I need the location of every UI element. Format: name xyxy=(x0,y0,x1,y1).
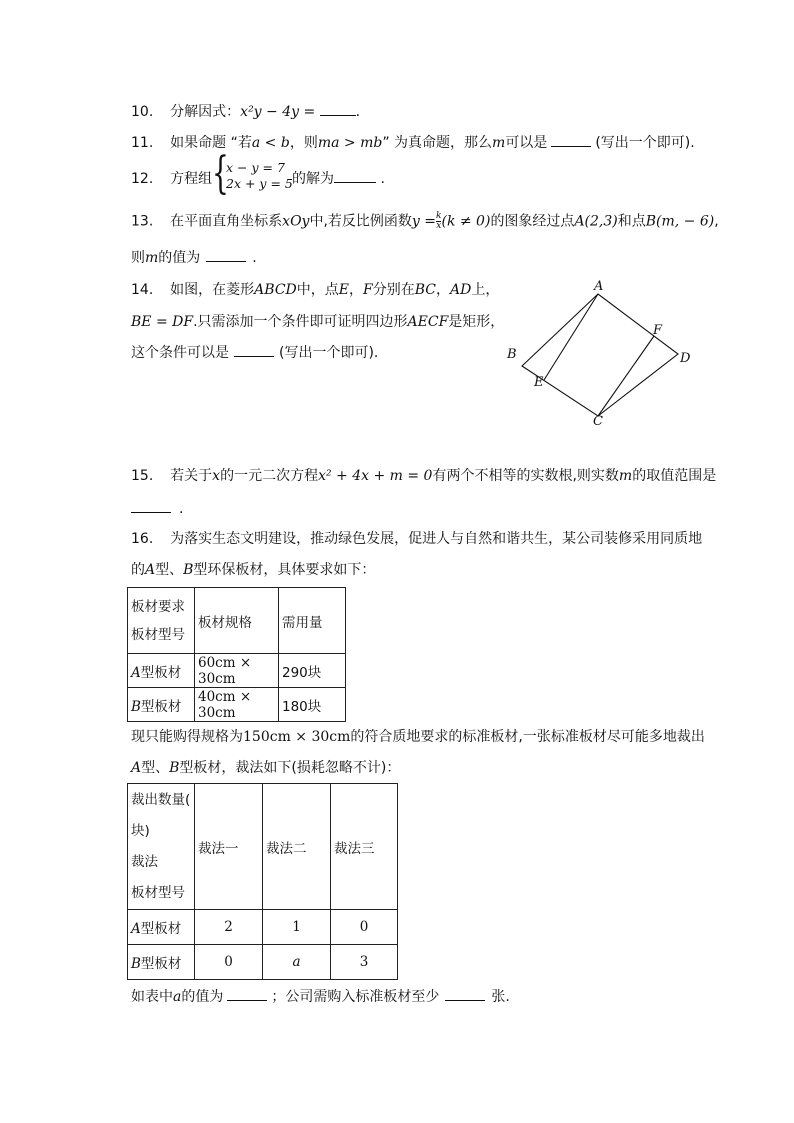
question-13-line-2 xyxy=(131,249,257,267)
question-16-line-3 xyxy=(131,728,705,746)
q13-math-6: m xyxy=(145,250,159,266)
q16-text: 的符合质地要求的标准板材,一张标准板材尽可能多地裁出 xyxy=(350,729,705,745)
q16-text: 的值为 xyxy=(181,989,224,1005)
label-c: C xyxy=(593,414,603,429)
equations xyxy=(226,160,293,192)
header-requirement: 板材要求 xyxy=(131,598,185,615)
table-row xyxy=(128,688,346,722)
q16-text-line-1: 为落实生态文明建设，推动绿色发展，促进人与自然和谐共生，某公司装修采用同质地 xyxy=(170,531,703,547)
header-method: 裁法 xyxy=(131,853,158,870)
q14-math: E xyxy=(338,282,350,298)
q15-text-4: 的取值范围是 xyxy=(632,468,717,484)
q12-blank[interactable] xyxy=(334,170,376,183)
value-cell: 0 xyxy=(195,945,263,980)
q16-text: 型环保板材，具体要求如下： xyxy=(193,562,376,578)
question-14-line-3 xyxy=(131,344,378,362)
header-method-3: 裁法三 xyxy=(331,784,398,910)
q15-math-2: x² + 4x + m = 0 xyxy=(318,468,433,484)
q11-text-5: (写出一个即可). xyxy=(595,135,695,151)
quantity-cell: 290块 xyxy=(279,654,346,688)
q13-blank[interactable] xyxy=(206,249,246,262)
header-method-1: 裁法一 xyxy=(195,784,263,910)
header-method-2: 裁法二 xyxy=(263,784,331,910)
q14-text: .只需添加一个条件即可证明四边形 xyxy=(193,314,408,330)
table-row xyxy=(128,784,398,910)
question-15-line-2 xyxy=(131,500,183,518)
q15-end: . xyxy=(179,501,184,517)
header-spec: 板材规格 xyxy=(195,588,279,654)
q14-text: (写出一个即可). xyxy=(279,345,379,361)
row-model-cell xyxy=(128,910,195,945)
value-cell: 1 xyxy=(263,910,331,945)
header-unit: 块) xyxy=(131,822,150,839)
question-12 xyxy=(131,170,212,188)
q10-text: 分解因式： xyxy=(170,104,241,120)
q13-text-2: 中,若反比例函数 xyxy=(309,213,412,230)
value-cell: 3 xyxy=(331,945,398,980)
q16-text: 张. xyxy=(491,989,510,1005)
table-row xyxy=(128,654,346,688)
q13-number: 13. xyxy=(131,213,154,230)
header-quantity: 需用量 xyxy=(279,588,346,654)
table-header-cell xyxy=(128,588,195,654)
q16-math: a xyxy=(173,989,182,1005)
q13-text-6: 则 xyxy=(131,250,145,266)
q13-text-7: 的值为 xyxy=(158,250,201,266)
model-letter: B xyxy=(131,698,141,715)
question-14-line-2 xyxy=(131,313,504,331)
q11-text-4: 可以是 xyxy=(505,135,548,151)
q11-text-2: ，则 xyxy=(289,135,318,151)
model-label: 型板材 xyxy=(140,664,182,681)
q15-number: 15. xyxy=(131,468,154,484)
q14-math: AECF xyxy=(407,314,449,330)
q11-text-1: 如果命题 “若 xyxy=(170,135,252,151)
equation-1: x − y = 7 xyxy=(226,160,285,175)
question-16-line-4 xyxy=(131,759,400,777)
q16-math: A xyxy=(145,562,156,578)
q16-text: 型板材，裁法如下(损耗忽略不计)： xyxy=(179,760,401,776)
q14-math: BC xyxy=(414,282,436,298)
q11-blank[interactable] xyxy=(551,134,591,147)
q14-text: ， xyxy=(349,282,364,298)
q13-text-3: 的图象经过点 xyxy=(490,213,575,230)
q12-text-2: 的解为 xyxy=(292,171,334,187)
q11-math-3: m xyxy=(492,135,506,151)
rhombus-figure xyxy=(500,278,700,430)
table-row xyxy=(128,910,398,945)
q14-blank[interactable] xyxy=(234,344,274,357)
q16-text: 型、 xyxy=(141,760,170,776)
question-10 xyxy=(131,103,360,121)
header-model: 板材型号 xyxy=(131,884,185,901)
left-brace: { xyxy=(212,148,229,199)
model-label: 型板材 xyxy=(140,956,182,972)
question-16-line-2 xyxy=(131,561,375,579)
equation-2: 2x + y = 5 xyxy=(226,176,293,191)
model-label: 型板材 xyxy=(140,698,182,715)
label-a: A xyxy=(594,279,604,294)
q11-math-1: a < b xyxy=(251,135,290,151)
label-b: B xyxy=(507,347,517,362)
q15-text-2: 的一元二次方程 xyxy=(220,468,319,484)
q14-text: 这个条件可以是 xyxy=(131,345,229,361)
q13-math-5: B(m, − 6) xyxy=(645,213,715,230)
q14-text: 是矩形， xyxy=(448,314,505,330)
question-15 xyxy=(131,467,716,485)
q10-expression: x²y − 4y = xyxy=(240,104,316,120)
q16-math: A xyxy=(131,760,142,776)
q13-math-2: y = xyxy=(411,213,437,230)
q16-math: 150cm × 30cm xyxy=(243,729,351,745)
q15-math-3: m xyxy=(618,468,633,484)
table-header-cell xyxy=(128,784,195,910)
q13-end: . xyxy=(252,250,257,266)
model-letter: A xyxy=(131,921,141,937)
rhombus-abcd xyxy=(522,294,678,416)
q16-text: 的 xyxy=(131,562,145,578)
q10-number: 10. xyxy=(131,104,154,120)
segment-cf xyxy=(598,336,654,416)
q13-text-5: , xyxy=(714,213,719,230)
q16-math: B xyxy=(183,562,194,578)
q13-math-1: xOy xyxy=(282,213,310,230)
q14-math: BE = DF xyxy=(131,314,194,330)
model-label: 型板材 xyxy=(140,921,182,937)
q14-text: 上， xyxy=(471,282,500,298)
q15-text-1: 若关于 xyxy=(170,468,213,484)
q14-text: 分别在 xyxy=(372,282,415,298)
spec-cell: 60cm × 30cm xyxy=(195,654,279,688)
q15-text-3: 有两个不相等的实数根,则实数 xyxy=(432,468,619,484)
q14-math: F xyxy=(363,282,373,298)
label-e: E xyxy=(534,375,544,390)
question-16-line-5 xyxy=(131,988,510,1006)
q14-math: AD xyxy=(450,282,472,298)
label-d: D xyxy=(680,351,691,366)
q11-number: 11. xyxy=(131,135,154,151)
q14-text: 中，点 xyxy=(296,282,339,298)
q10-end: . xyxy=(355,104,361,120)
q16-blank-1[interactable] xyxy=(227,988,267,1001)
header-model: 板材型号 xyxy=(131,626,185,643)
cutting-methods-table xyxy=(127,783,398,980)
value-cell: 2 xyxy=(195,910,263,945)
row-model-cell xyxy=(128,945,195,980)
table-row xyxy=(128,588,346,654)
question-14 xyxy=(131,281,499,299)
question-12-tail xyxy=(292,170,385,188)
q16-text: ；公司需购入标准板材至少 xyxy=(271,989,440,1005)
quantity-cell: 180块 xyxy=(279,688,346,722)
label-f: F xyxy=(653,323,663,338)
q16-math: B xyxy=(169,760,180,776)
fraction-numerator: k xyxy=(436,211,442,221)
q13-math-3: (k ≠ 0) xyxy=(441,213,491,230)
fraction-denominator: x xyxy=(436,221,442,231)
q16-text: 型、 xyxy=(155,562,184,578)
table-row xyxy=(128,945,398,980)
q12-text-1: 方程组 xyxy=(170,171,213,187)
row-model-cell xyxy=(128,654,195,688)
q14-number: 14. xyxy=(131,282,154,298)
value-cell: a xyxy=(263,945,331,980)
question-13 xyxy=(131,212,719,231)
q13-text-1: 在平面直角坐标系 xyxy=(170,213,283,230)
row-model-cell xyxy=(128,688,195,722)
question-16 xyxy=(131,530,702,548)
value-cell: 0 xyxy=(331,910,398,945)
q14-text: ， xyxy=(436,282,450,298)
q16-number: 16. xyxy=(131,531,154,547)
requirements-table xyxy=(127,587,346,722)
q16-text: 如表中 xyxy=(131,989,173,1005)
q16-blank-2[interactable] xyxy=(445,988,485,1001)
q16-text: 现只能购得规格为 xyxy=(131,729,243,745)
q15-math-1: x xyxy=(212,468,221,484)
q15-blank[interactable] xyxy=(131,500,171,513)
q11-math-2: ma > mb xyxy=(317,135,383,151)
q12-end: . xyxy=(380,171,385,187)
model-letter: A xyxy=(131,664,141,681)
q10-blank[interactable] xyxy=(320,103,356,116)
q11-text-3: ” 为真命题，那么 xyxy=(382,135,493,151)
q13-math-4: A(2,3) xyxy=(574,213,618,230)
model-letter: B xyxy=(131,956,141,972)
q13-text-4: 和点 xyxy=(617,213,646,230)
q14-math: ABCD xyxy=(254,282,297,298)
spec-cell: 40cm × 30cm xyxy=(195,688,279,722)
header-count: 裁出数量( xyxy=(131,791,191,808)
q12-number: 12. xyxy=(131,171,154,187)
q14-text: 如图，在菱形 xyxy=(170,282,255,298)
